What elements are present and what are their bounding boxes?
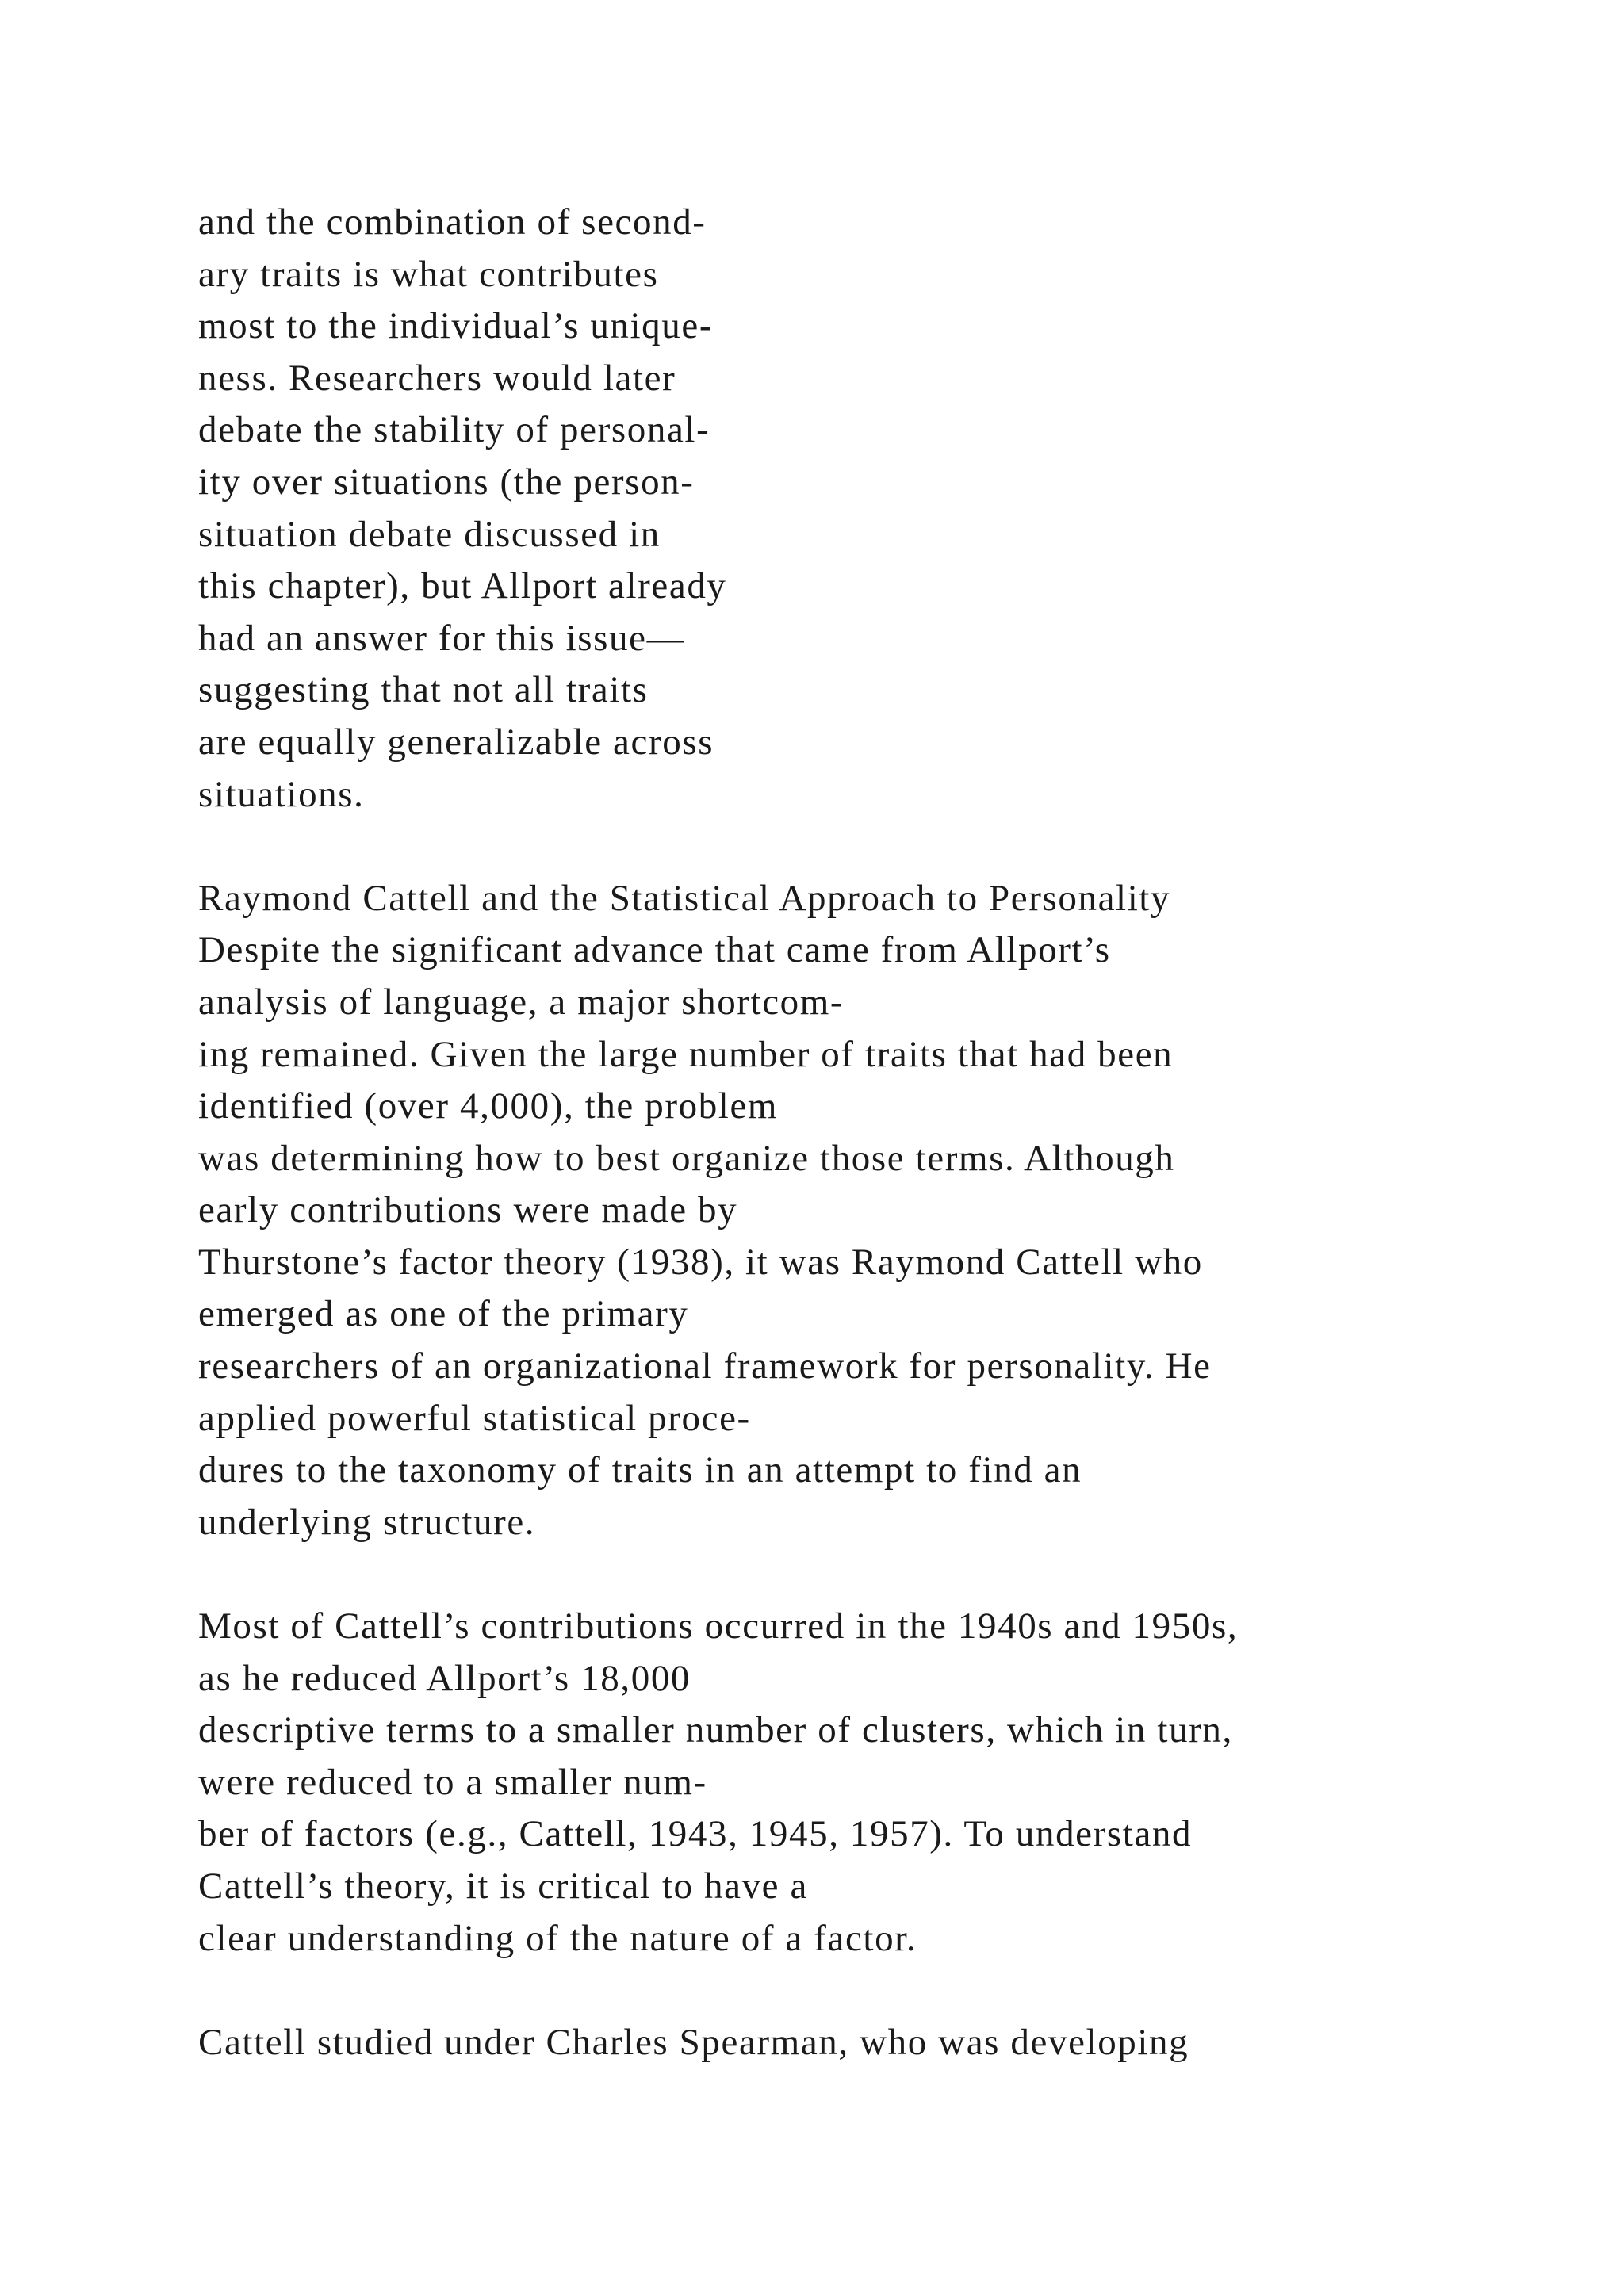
text-line: dures to the taxonomy of traits in an attempt to find an bbox=[198, 1449, 1082, 1491]
text-line: Cattell studied under Charles Spearman, who was developing bbox=[198, 2021, 1189, 2063]
text-line: clear understanding of the nature of a factor. bbox=[198, 1917, 917, 1959]
text-line: were reduced to a smaller num- bbox=[198, 1761, 707, 1803]
text-line: as he reduced Allport’s 18,000 bbox=[198, 1657, 691, 1699]
text-line: Cattell’s theory, it is critical to have a bbox=[198, 1866, 808, 1907]
text-line: most to the individual’s unique- bbox=[198, 305, 714, 347]
text-line: situations. bbox=[198, 773, 365, 815]
paragraph-spearman bbox=[198, 2017, 1546, 2069]
text-line: situation debate discussed in bbox=[198, 513, 661, 555]
text-line: underlying structure. bbox=[198, 1501, 536, 1543]
text-line: applied powerful statistical proce- bbox=[198, 1397, 751, 1439]
text-line: and the combination of second- bbox=[198, 201, 707, 243]
paragraph-gap bbox=[198, 1548, 1546, 1601]
text-line: identified (over 4,000), the problem bbox=[198, 1085, 779, 1127]
text-line: Thurstone’s factor theory (1938), it was Raymond Cattell who bbox=[198, 1241, 1203, 1283]
paragraph-cattell-section bbox=[198, 873, 1546, 1549]
text-line: this chapter), but Allport already bbox=[198, 565, 727, 607]
text-line: ary traits is what contributes bbox=[198, 253, 659, 295]
section-heading: Raymond Cattell and the Statistical Approach to Personality bbox=[198, 877, 1171, 919]
text-line: suggesting that not all traits bbox=[198, 669, 649, 711]
text-line: ness. Researchers would later bbox=[198, 357, 676, 399]
text-line: had an answer for this issue— bbox=[198, 617, 686, 659]
text-line: emerged as one of the primary bbox=[198, 1293, 689, 1335]
text-line: early contributions were made by bbox=[198, 1189, 738, 1231]
text-line: descriptive terms to a smaller number of clusters, which in turn, bbox=[198, 1709, 1233, 1751]
text-line: debate the stability of personal- bbox=[198, 409, 710, 451]
text-line: Despite the significant advance that came from Allport’s bbox=[198, 929, 1111, 971]
text-line: ity over situations (the person- bbox=[198, 461, 695, 503]
text-line: Most of Cattell’s contributions occurred in the 1940s and 1950s, bbox=[198, 1605, 1239, 1647]
text-line: are equally generalizable across bbox=[198, 721, 714, 763]
text-line: ber of factors (e.g., Cattell, 1943, 1945, 1957). To understand bbox=[198, 1813, 1193, 1855]
document-body bbox=[198, 197, 1546, 2068]
text-line: researchers of an organizational framework for personality. He bbox=[198, 1345, 1212, 1387]
text-line: analysis of language, a major shortcom- bbox=[198, 981, 845, 1023]
text-line: was determining how to best organize those terms. Although bbox=[198, 1137, 1175, 1179]
text-line: ing remained. Given the large number of traits that had been bbox=[198, 1033, 1174, 1075]
paragraph-cattell-contributions bbox=[198, 1601, 1546, 1965]
paragraph-gap bbox=[198, 1965, 1546, 2017]
paragraph-intro-continuation bbox=[198, 197, 1546, 821]
paragraph-gap bbox=[198, 821, 1546, 873]
